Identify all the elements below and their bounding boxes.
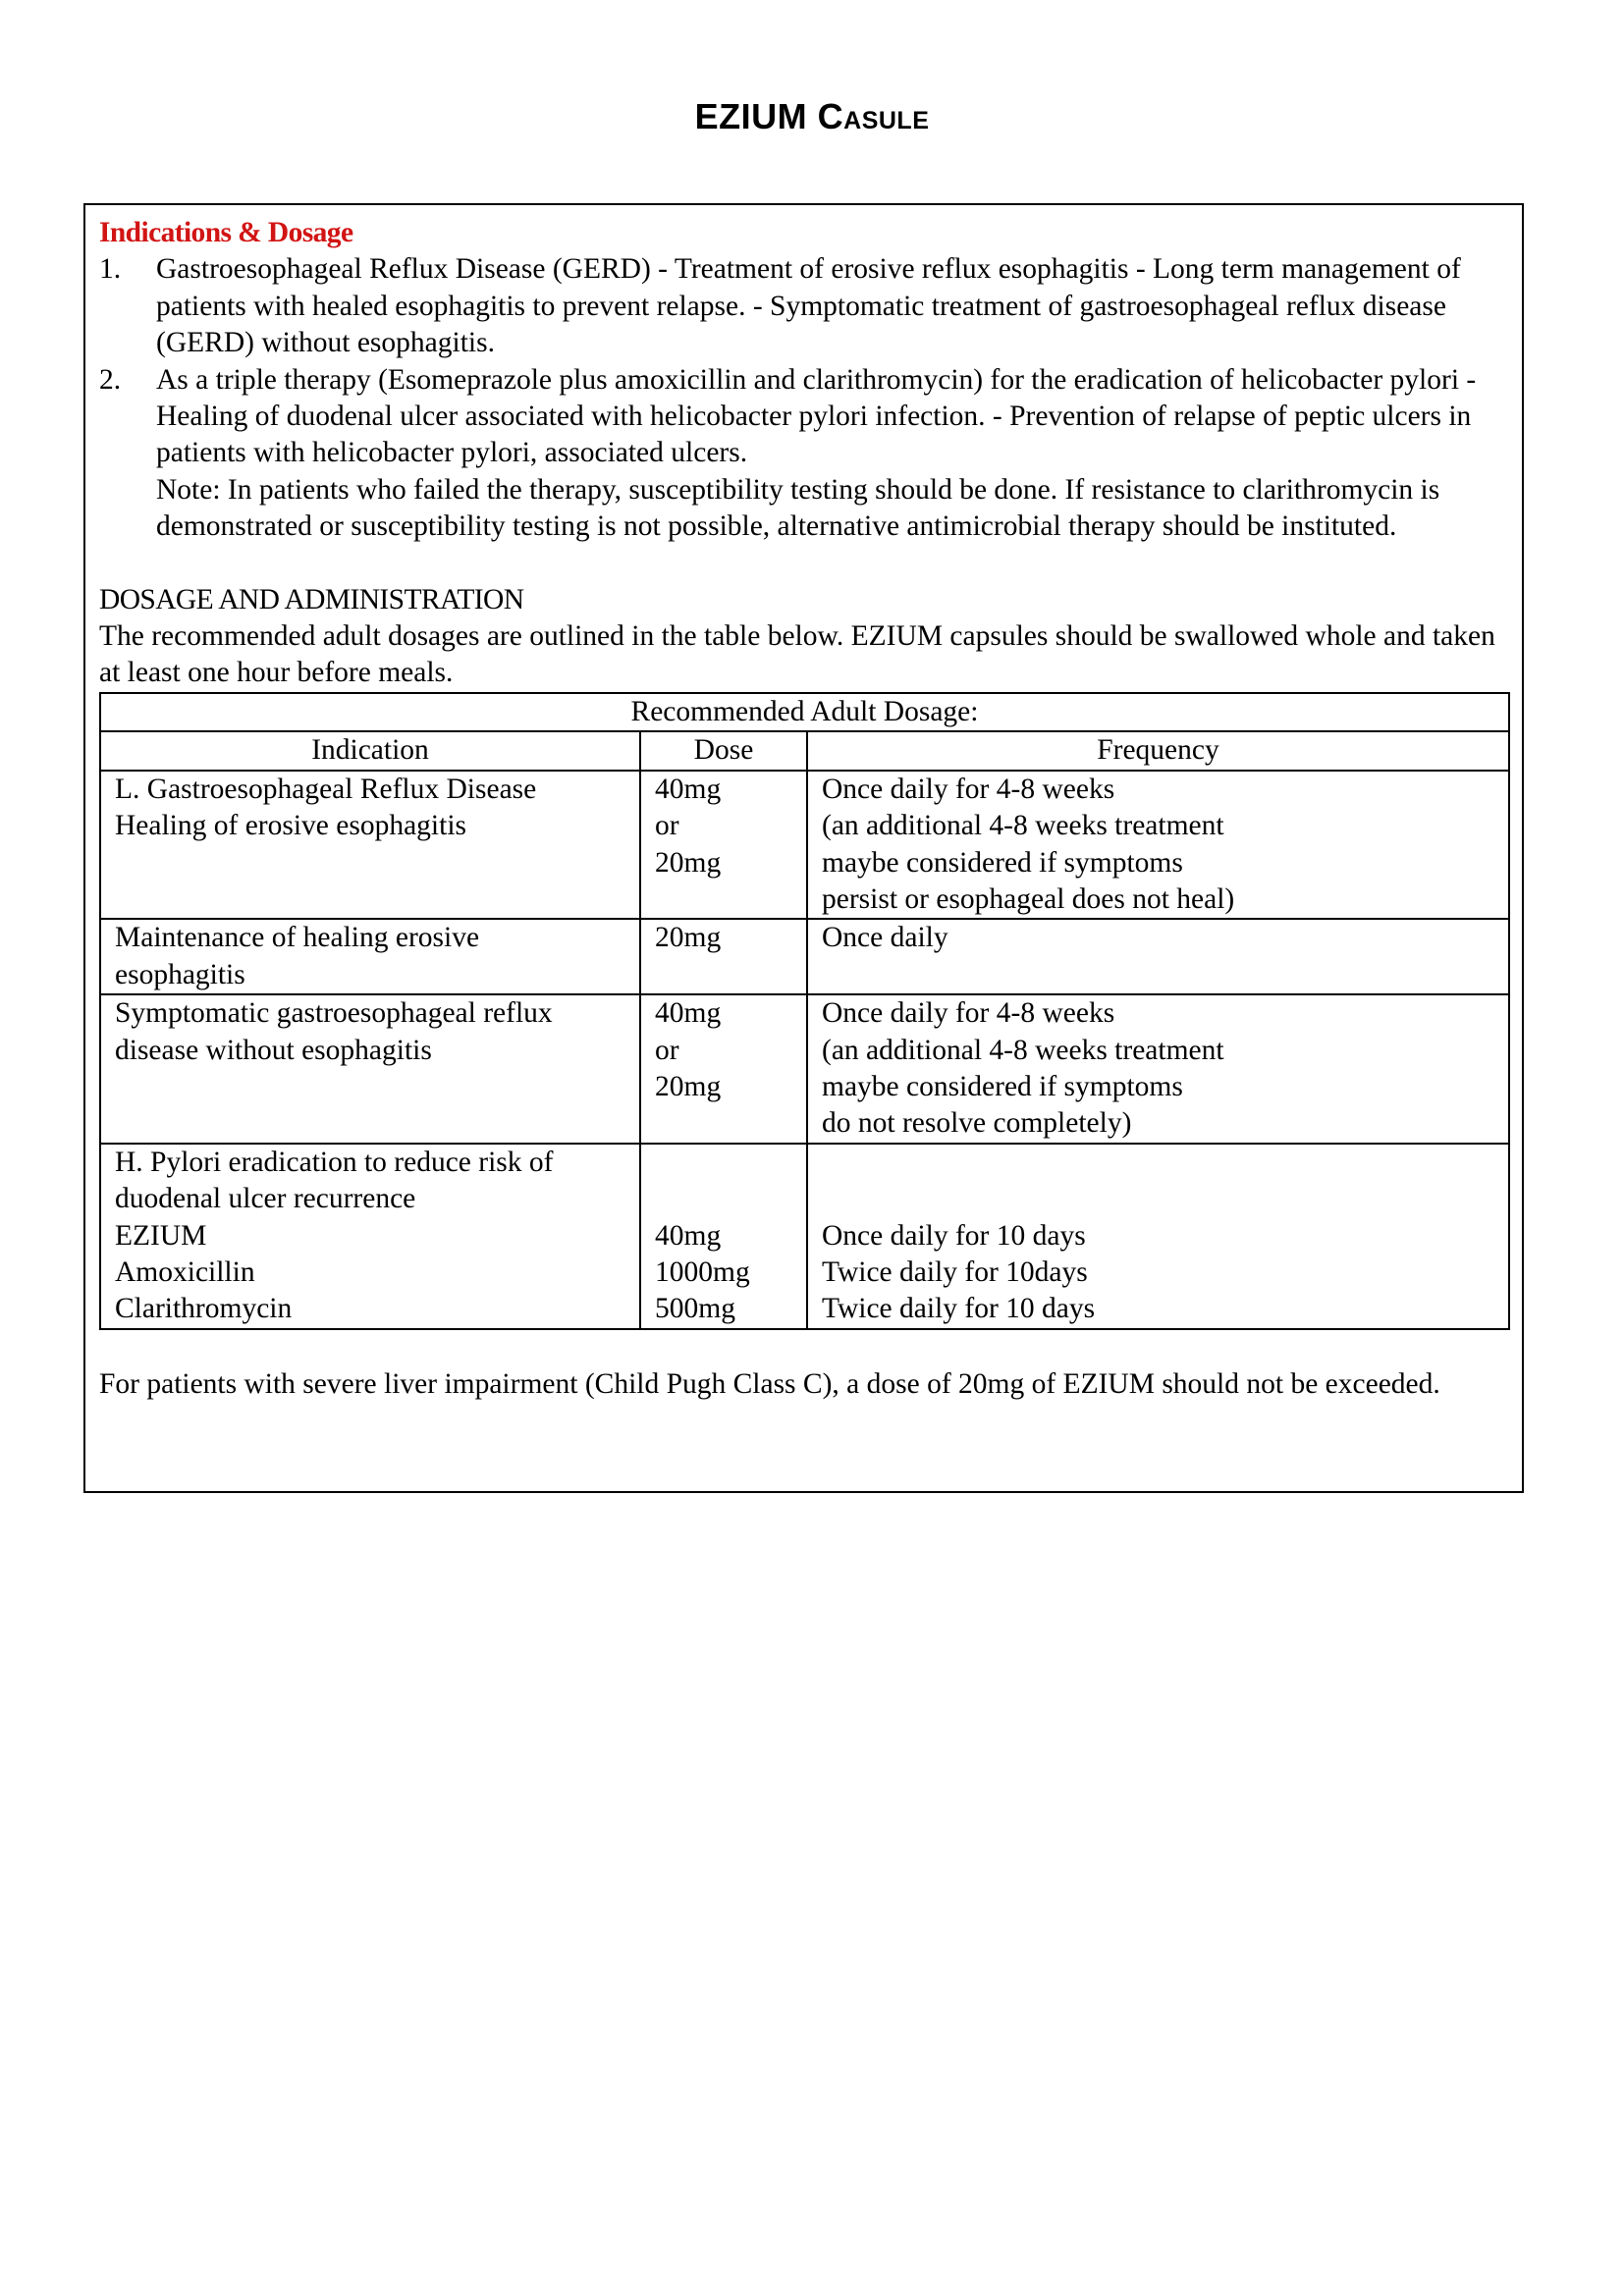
cell-line [655,1181,792,1217]
cell-line: 40mg [655,1219,722,1252]
cell-line: 40mg [655,997,722,1030]
dose-cell [640,994,807,1144]
dose-cell [640,1144,807,1329]
cell-line: Maintenance of healing erosive [115,922,480,954]
cell-line: duodenal ulcer recurrence [115,1183,416,1215]
cell-line: or [655,810,679,842]
dosage-intro: The recommended adult dosages are outlined in the table below. EZIUM capsules should be swallowed whole and taken at least one hour before meals. [99,620,1495,689]
frequency-cell [807,771,1509,920]
table-row [100,919,1509,994]
cell-line [655,1145,792,1181]
cell-line [822,1181,1494,1217]
cell-line: 20mg [655,1070,722,1102]
indications-heading: Indications & Dosage [99,217,353,248]
cell-line: 1000mg [655,1255,750,1288]
indication-item-2 [99,362,1508,546]
dosage-table [99,692,1510,1330]
frequency-cell [807,994,1509,1144]
cell-line: Once daily for 4-8 weeks [822,997,1115,1030]
indication-cell [100,1144,640,1329]
cell-line: Once daily [822,922,948,954]
content-frame [83,203,1524,1493]
indication-text: Gastroesophageal Reflux Disease (GERD) - Treatment of erosive reflux esophagitis - Long term management of patients with healed esophagitis to prevent relapse. - Symptomatic treatment of gastroesophageal reflux disease (GERD) without esophagitis. [156,253,1461,359]
page-title [0,96,1624,137]
cell-line: Twice daily for 10days [822,1255,1088,1288]
indication-item-1 [99,251,1508,361]
cell-line: Once daily for 10 days [822,1219,1086,1252]
dosage-heading: DOSAGE AND ADMINISTRATION [99,583,524,615]
indications-list [99,251,1508,545]
table-caption-row [100,693,1509,731]
cell-line: H. Pylori eradication to reduce risk of [115,1146,554,1178]
cell-line: Clarithromycin [115,1293,293,1325]
header-dose: Dose [640,731,807,770]
cell-line: Once daily for 4-8 weeks [822,773,1115,805]
header-indication: Indication [100,731,640,770]
cell-line: 40mg [655,773,722,805]
dose-cell [640,919,807,994]
cell-line: Amoxicillin [115,1255,255,1288]
cell-line: Healing of erosive esophagitis [115,810,467,842]
dosage-footnote: For patients with severe liver impairment (Child Pugh Class C), a dose of 20mg of EZIUM should not be exceeded. [99,1367,1440,1400]
table-header-row [100,731,1509,770]
indication-text: As a triple therapy (Esomeprazole plus amoxicillin and clarithromycin) for the eradication of helicobacter pylori - Healing of duodenal ulcer associated with helicobacter pylori infection. - Prevention of relapse of peptic ulcers in patients with helicobacter pylori, associated ulcers. [156,363,1477,469]
frequency-cell [807,919,1509,994]
title-main: EZIUM [694,96,808,136]
cell-line: Twice daily for 10 days [822,1293,1096,1325]
cell-line: maybe considered if symptoms [822,846,1183,879]
indication-cell [100,994,640,1144]
table-row [100,1144,1509,1329]
cell-line: or [655,1034,679,1066]
indication-cell [100,771,640,920]
frequency-cell [807,1144,1509,1329]
cell-line [822,1145,1494,1181]
dosage-table-body [100,771,1509,1329]
table-row [100,771,1509,920]
cell-line: 500mg [655,1293,735,1325]
table-row [100,994,1509,1144]
indication-number: 1. [99,253,122,286]
indication-cell [100,919,640,994]
cell-line: disease without esophagitis [115,1034,432,1066]
cell-line: Symptomatic gastroesophageal reflux [115,997,553,1030]
cell-line: 20mg [655,846,722,879]
indication-number: 2. [99,363,122,396]
indication-note: Note: In patients who failed the therapy, susceptibility testing should be done. If resistance to clarithromycin is demonstrated or susceptibility testing is not possible, alternative antimicrobial therapy should be instituted. [156,473,1440,543]
header-frequency: Frequency [807,731,1509,770]
title-suffix: Casule [817,96,930,136]
cell-line: (an additional 4-8 weeks treatment [822,1034,1224,1066]
cell-line: (an additional 4-8 weeks treatment [822,810,1224,842]
cell-line: persist or esophageal does not heal) [822,882,1235,915]
cell-line: esophagitis [115,958,245,990]
cell-line: maybe considered if symptoms [822,1070,1183,1102]
cell-line: 20mg [655,922,722,954]
table-caption: Recommended Adult Dosage: [100,693,1509,731]
cell-line: do not resolve completely) [822,1107,1132,1140]
cell-line: L. Gastroesophageal Reflux Disease [115,773,537,805]
cell-line: EZIUM [115,1219,207,1252]
dose-cell [640,771,807,920]
